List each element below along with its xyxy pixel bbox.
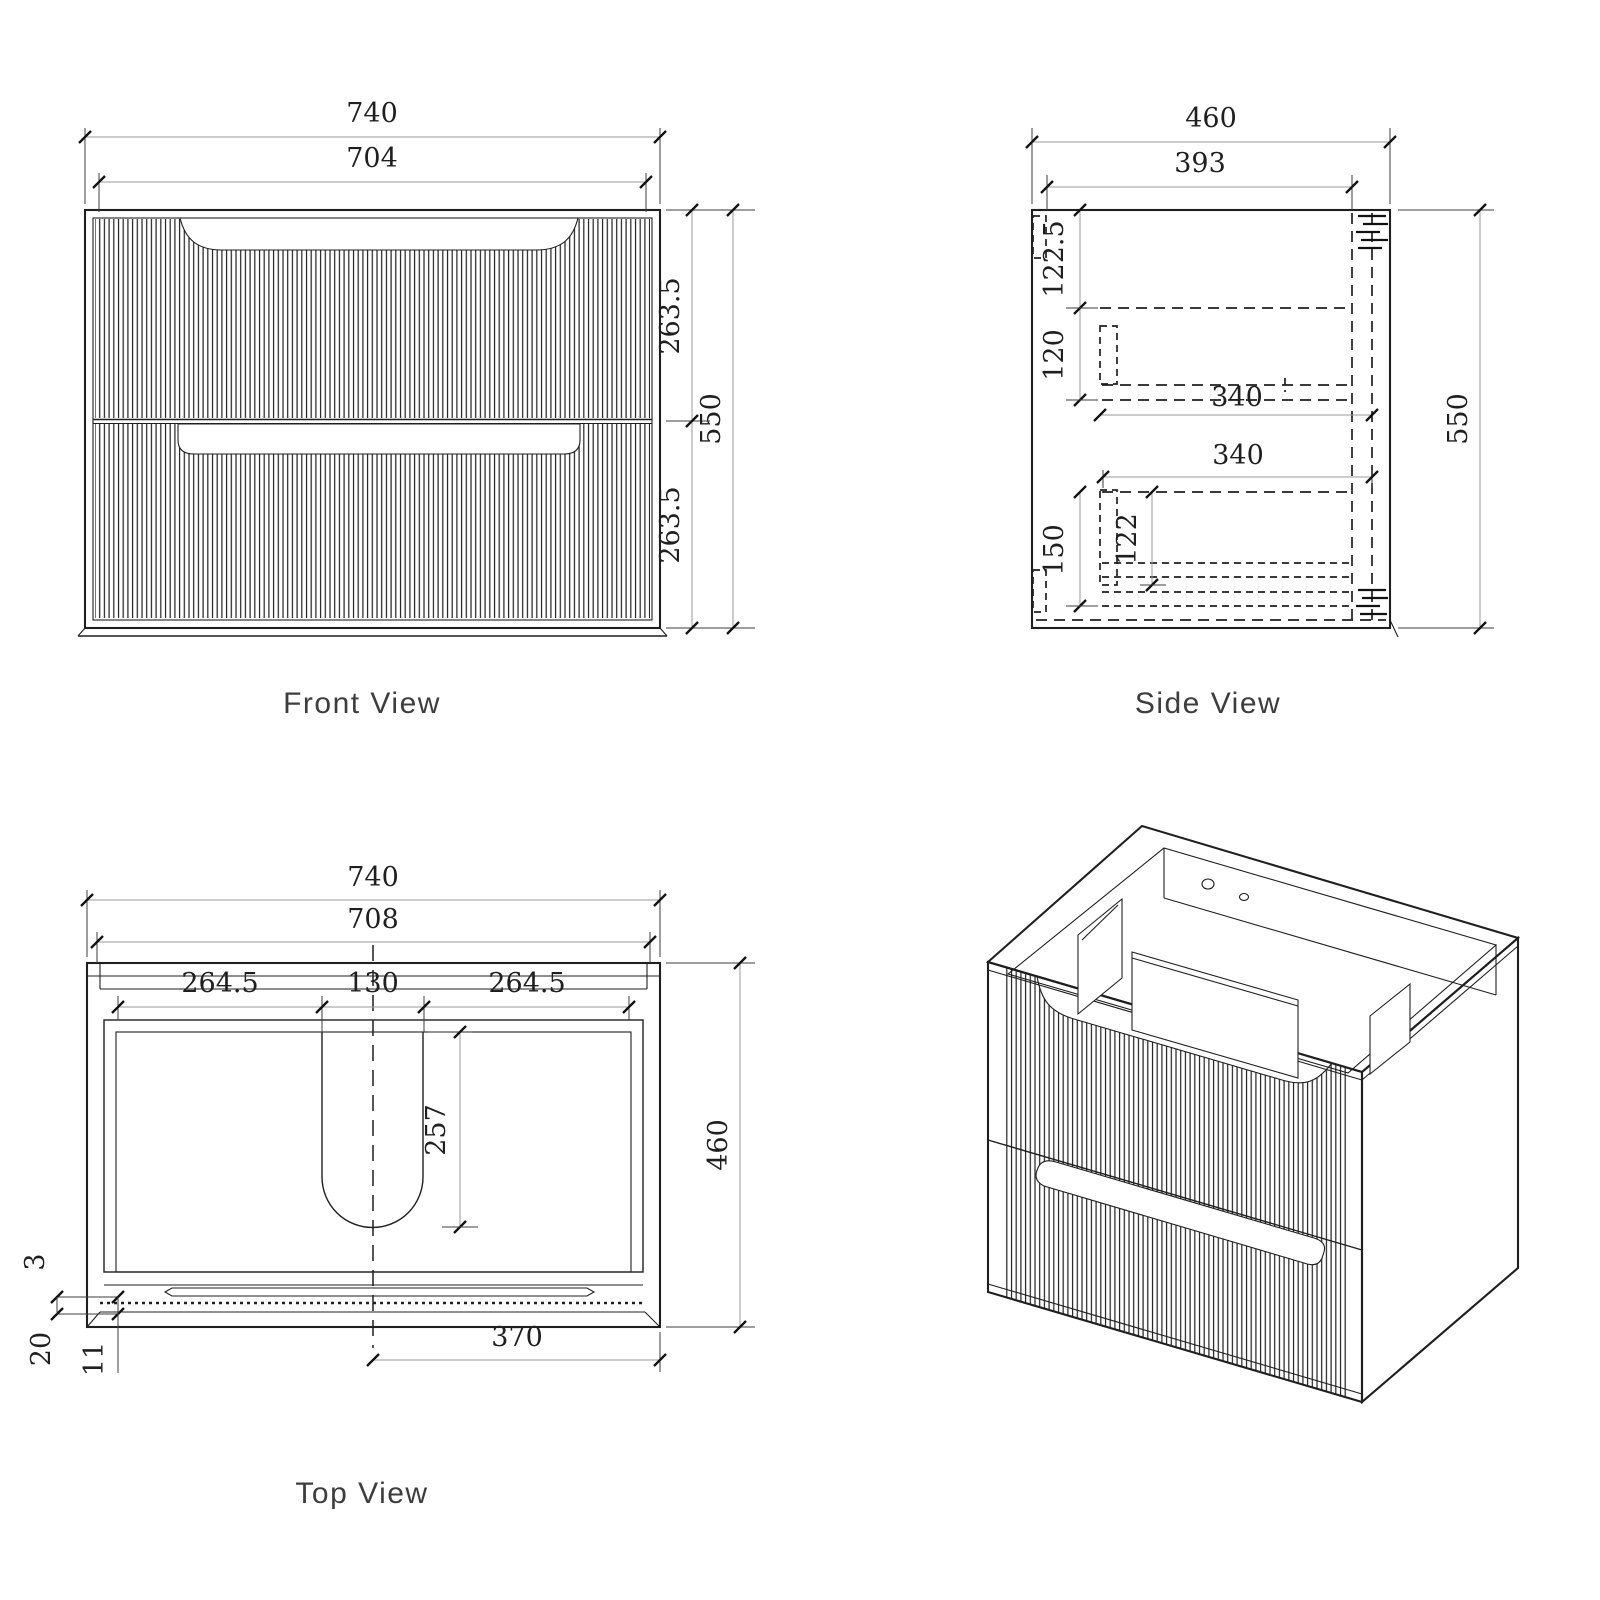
side-dim-height: 550	[1443, 393, 1474, 445]
front-dim-outer-width: 740	[346, 98, 398, 129]
top-view	[20, 862, 755, 1510]
top-dim-left-span: 264.5	[181, 968, 259, 999]
top-dim-front-edge: 20	[26, 1331, 57, 1367]
front-dim-inner-width: 704	[346, 143, 398, 174]
front-view-caption: Front View	[283, 687, 441, 720]
side-cabinet-outline	[1032, 210, 1390, 628]
front-dim-bottom-drawer: 263.5	[655, 486, 686, 564]
top-dim-front-lip: 3	[20, 1253, 51, 1271]
top-dim-depth: 460	[703, 1119, 734, 1171]
front-bottom-drawer-handle-recess	[178, 424, 580, 454]
top-handle-groove	[165, 1288, 594, 1296]
side-dim-inner-depth: 393	[1174, 148, 1226, 179]
side-dim-runner1-length: 340	[1211, 382, 1263, 413]
top-dim-right-span: 264.5	[488, 968, 566, 999]
iso-interior-panel-right	[1370, 984, 1410, 1074]
front-top-drawer-handle-recess	[180, 218, 578, 250]
isometric-view	[988, 826, 1518, 1402]
side-dim-outer-depth: 460	[1185, 103, 1237, 134]
top-dim-cutout-width: 130	[347, 968, 399, 999]
side-view	[1026, 103, 1494, 720]
side-view-caption: Side View	[1134, 687, 1282, 720]
top-dim-half-width: 370	[491, 1322, 543, 1353]
iso-screw-hole-2	[1240, 894, 1249, 901]
top-view-caption: Top View	[295, 1477, 429, 1510]
iso-screw-hole-1	[1202, 879, 1214, 889]
top-dim-front-inset: 11	[79, 1341, 110, 1377]
side-dim-runner2-length: 340	[1212, 440, 1264, 471]
front-dim-height: 550	[696, 393, 727, 445]
side-drawer1-runner	[1100, 326, 1117, 384]
side-dim-drawer-side-height: 122	[1112, 513, 1143, 565]
side-dim-bottom-offset: 150	[1039, 524, 1070, 576]
top-dim-outer-width: 740	[347, 862, 399, 893]
front-view	[78, 98, 755, 720]
side-dim-runner1-offset: 120	[1039, 329, 1070, 381]
front-dim-top-drawer: 263.5	[655, 277, 686, 355]
top-dim-cutout-depth: 257	[421, 1104, 452, 1156]
top-dim-inner-width: 708	[347, 904, 399, 935]
side-dim-top-offset: 122.5	[1039, 220, 1070, 298]
